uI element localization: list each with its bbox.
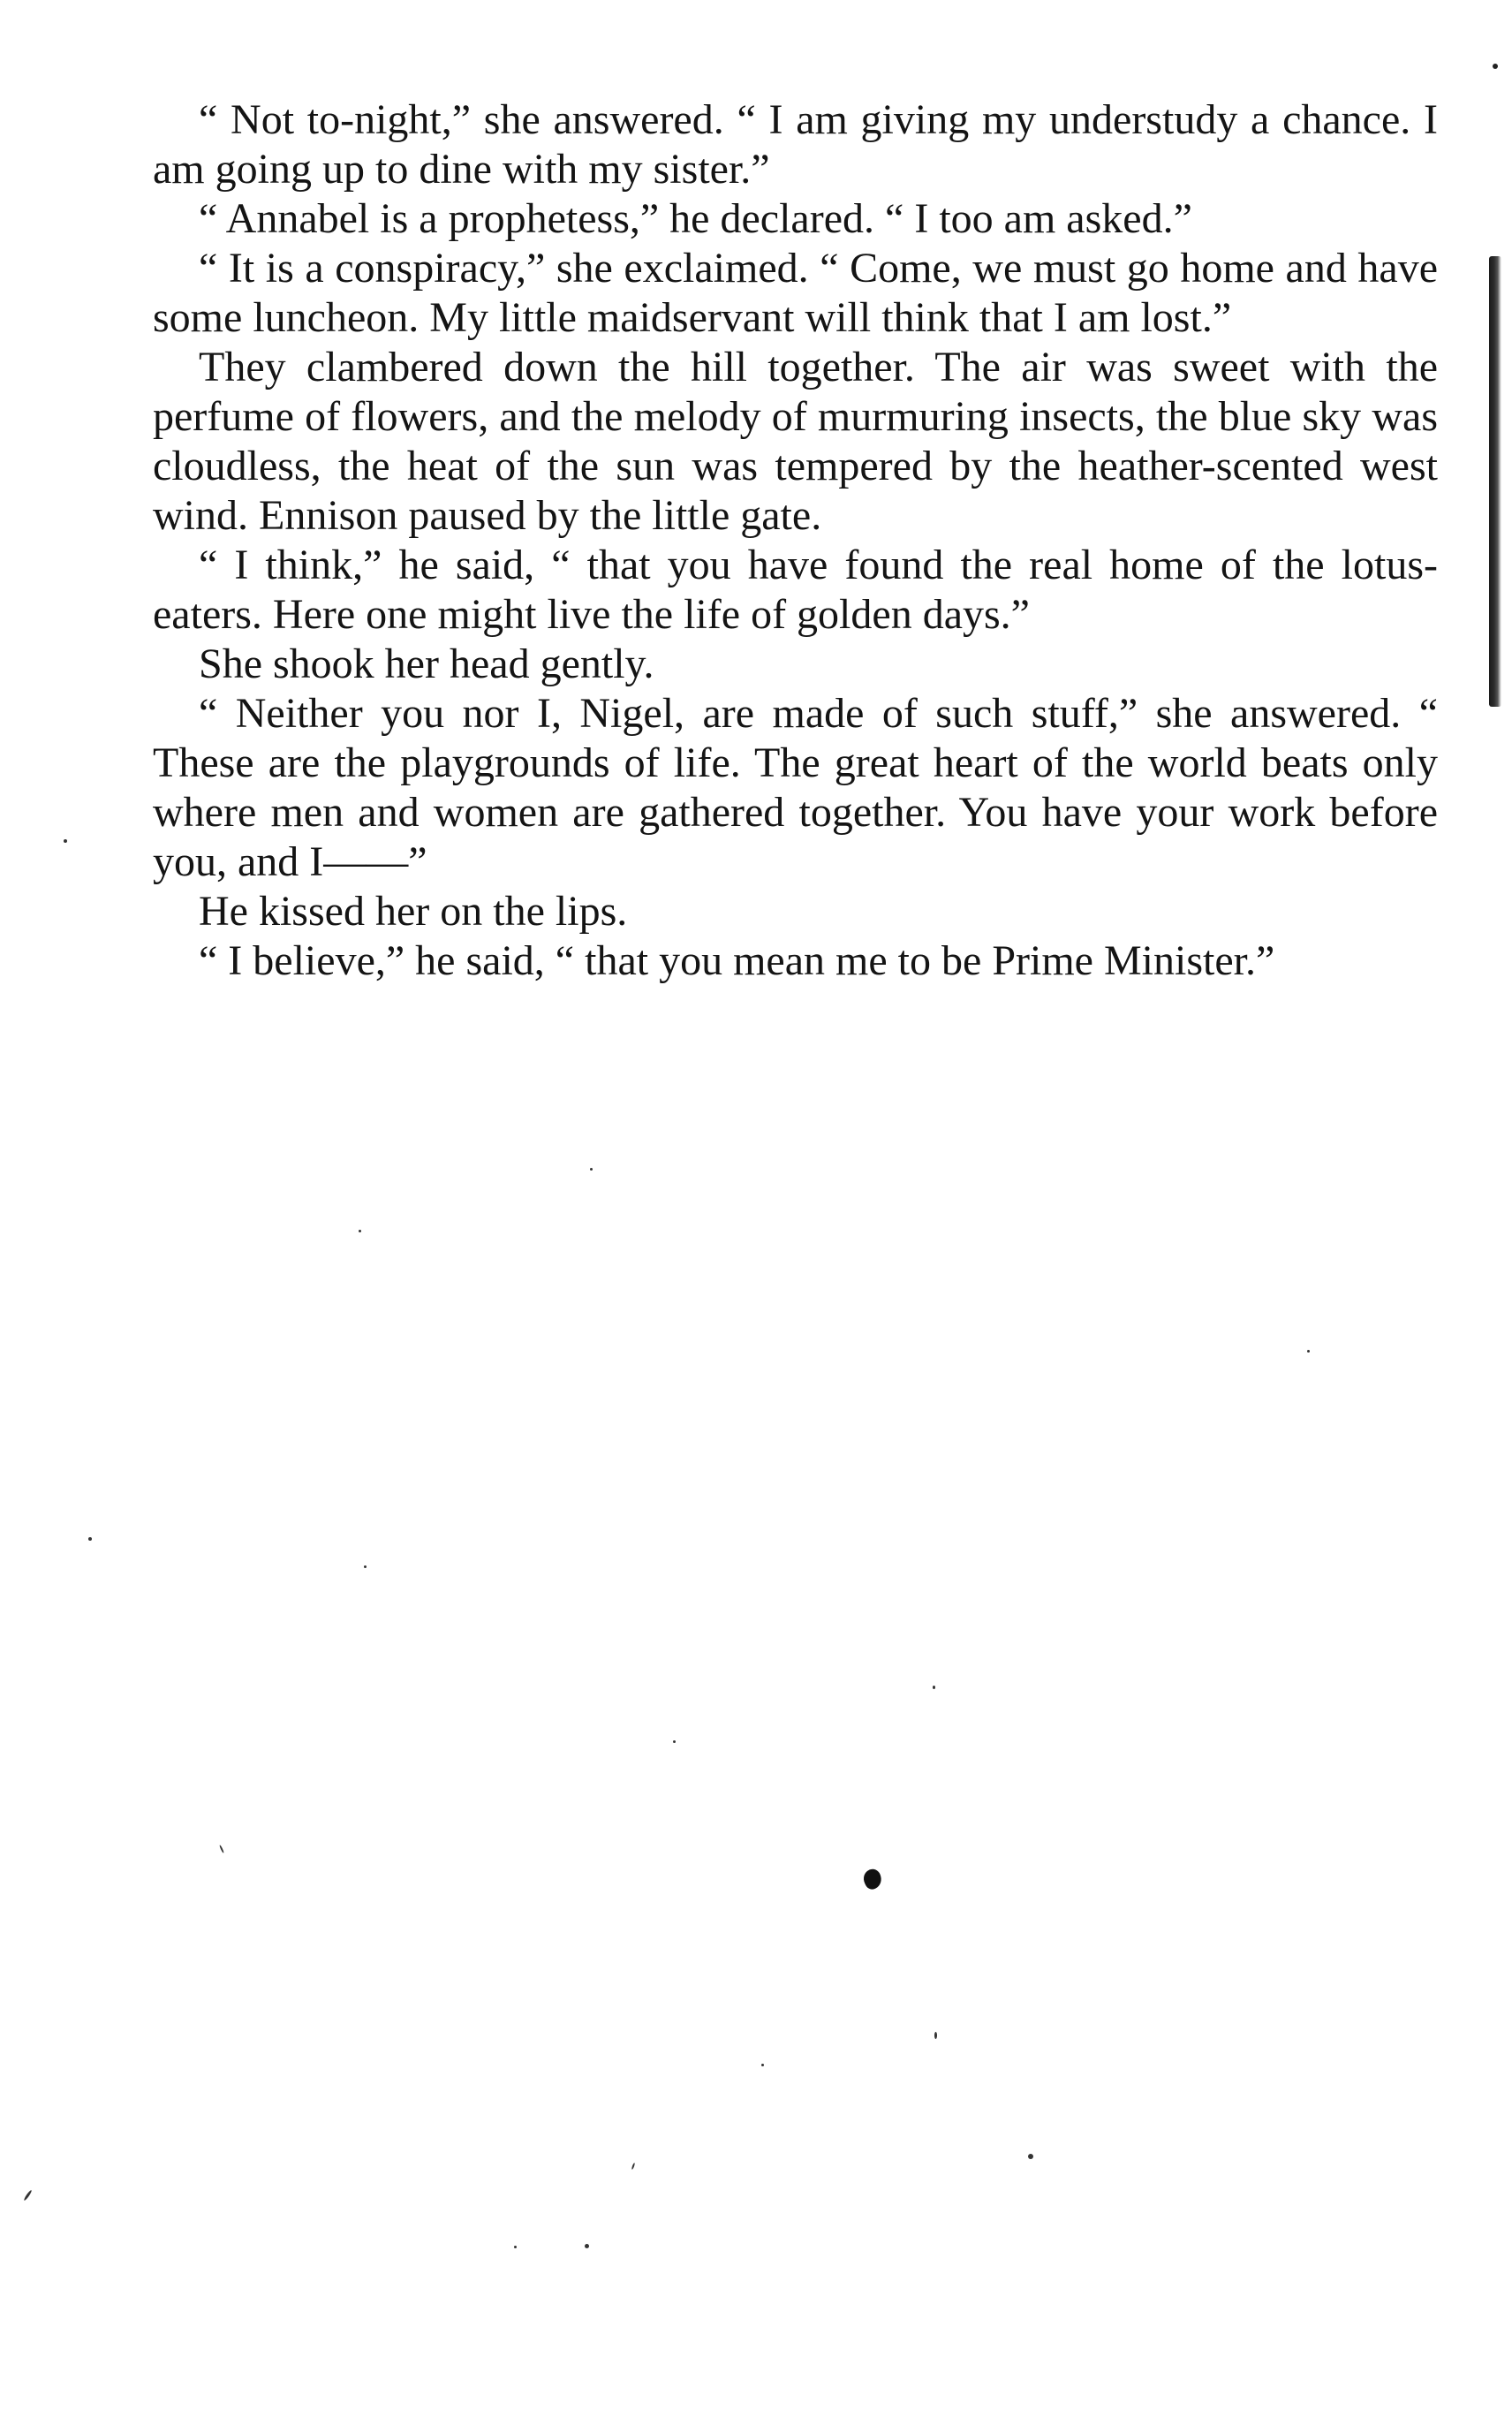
paragraph: “ I think,” he said, “ that you have found the real home of the lotus-eaters. Here one might live the life of golden days.” <box>153 542 1438 638</box>
paragraph: “ Not to-night,” she answered. “ I am giving my understudy a chance. I am going up to dine with my sister.” <box>153 96 1438 193</box>
scan-speck <box>359 1230 361 1232</box>
scan-mark <box>1493 64 1498 69</box>
scan-speck <box>585 2244 589 2248</box>
scan-speck <box>761 2064 764 2066</box>
scan-speck <box>631 2163 636 2170</box>
paragraph: “ Annabel is a prophetess,” he declared. “ I too am asked.” <box>199 195 1192 242</box>
paragraph: She shook her head gently. <box>199 640 654 687</box>
scan-speck <box>1028 2154 1033 2159</box>
scan-speck <box>23 2189 32 2201</box>
ink-blot <box>860 1867 884 1891</box>
scan-speck <box>934 2032 937 2039</box>
scan-speck <box>219 1845 224 1853</box>
scan-speck <box>1307 1350 1310 1353</box>
scan-speck <box>364 1565 367 1568</box>
paragraph: They clambered down the hill together. The air was sweet with the perfume of flowers, and the melody of murmuring insects, the blue sky was cloudless, the heat of the sun was tempered by the heather-scented west wind. Ennison paused by the little gate. <box>153 344 1438 539</box>
page-edge-shadow <box>1489 256 1501 707</box>
body-text <box>153 95 1438 986</box>
paragraph: He kissed her on the lips. <box>199 888 628 935</box>
scan-speck <box>514 2246 517 2248</box>
scan-speck <box>673 1740 676 1743</box>
scan-speck <box>64 839 67 843</box>
paragraph: “ I believe,” he said, “ that you mean me to be Prime Minister.” <box>199 937 1275 984</box>
scan-speck <box>88 1537 92 1541</box>
paragraph: “ Neither you nor I, Nigel, are made of such stuff,” she answered. “ These are the playgrounds of life. The great heart of the world beats only where men and women are gathered together. You have your work before you, and I——” <box>153 690 1438 885</box>
scan-speck <box>933 1686 935 1689</box>
scan-speck <box>590 1168 593 1171</box>
paragraph: “ It is a conspiracy,” she exclaimed. “ Come, we must go home and have some luncheon. My little maidservant will think that I am lost.” <box>153 245 1438 341</box>
